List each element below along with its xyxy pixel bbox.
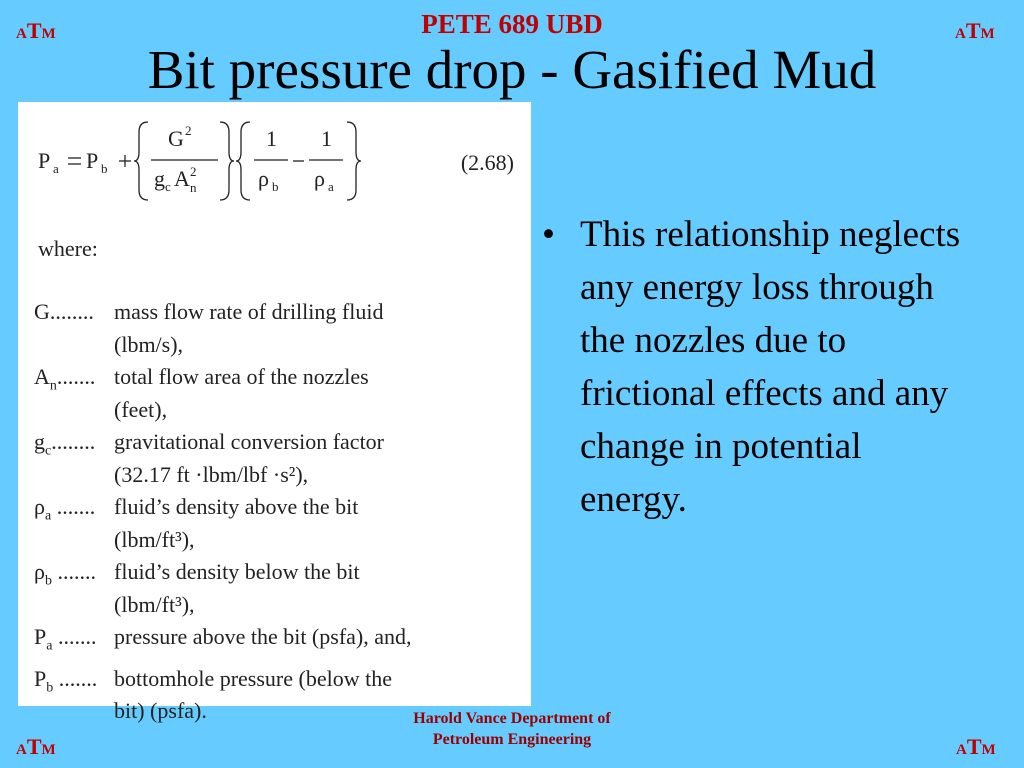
- symbol-subscript: b: [44, 573, 52, 589]
- logo-letter: M: [41, 742, 56, 758]
- definition-item: [34, 491, 524, 556]
- course-code: PETE 689 UBD: [421, 9, 603, 39]
- leader-dots: .......: [53, 665, 98, 691]
- equation-row: [38, 116, 518, 206]
- definition-symbol: [34, 426, 114, 491]
- eq-numerator: G: [168, 126, 184, 151]
- equation-document-panel: [18, 102, 531, 724]
- eq-rho-a: ρ: [314, 166, 325, 191]
- eq-frac-one-1: 1: [266, 126, 277, 151]
- definition-line-2: (lbm/ft³),: [114, 591, 195, 617]
- eq-lhs-sub: a: [53, 161, 59, 176]
- definition-line-2: (lbm/s),: [114, 331, 184, 357]
- logo-letter: T: [26, 734, 42, 759]
- definition-symbol: [34, 296, 114, 361]
- definition-symbol: [34, 361, 114, 426]
- leader-dots: ........: [49, 299, 94, 324]
- leader-dots: .......: [56, 364, 96, 389]
- symbol-subscript: c: [45, 443, 52, 459]
- footer-department: [0, 708, 1024, 750]
- definition-line-1: gravitational conversion factor: [114, 429, 385, 454]
- logo-letter: T: [26, 18, 42, 43]
- definition-item: [34, 361, 524, 426]
- eq-denom-g: g: [154, 166, 165, 191]
- leader-dots: ........: [51, 429, 96, 454]
- eq-rho-b: ρ: [258, 166, 269, 191]
- eq-rhs-first-sub: b: [101, 161, 108, 176]
- definition-line-2: (32.17 ft ·lbm/lbf ·s²),: [114, 461, 309, 487]
- footer-line-1: Harold Vance Department of: [413, 710, 611, 727]
- logo-letter: A: [955, 26, 966, 42]
- left-brace-icon: [236, 122, 250, 200]
- right-brace-icon: [220, 122, 234, 200]
- leader-dots: .......: [52, 624, 97, 649]
- definition-text: [114, 491, 524, 556]
- bullet-list: [530, 208, 970, 526]
- logo-letter: A: [16, 26, 27, 42]
- definition-item: [34, 621, 524, 663]
- definition-line-1: pressure above the bit (psfa), and,: [114, 624, 412, 649]
- definition-text: [114, 361, 524, 426]
- symbol-subscript: b: [46, 680, 54, 696]
- definition-line-1: bottomhole pressure (below the: [114, 665, 392, 691]
- definition-text: [114, 621, 524, 663]
- definition-symbol: [34, 491, 114, 556]
- leader-dots: .......: [51, 559, 96, 584]
- symbol-letter: ρ: [34, 559, 45, 584]
- eq-rho-a-sub: a: [328, 179, 334, 194]
- definition-symbol: [34, 621, 114, 663]
- symbol-subscript: n: [49, 378, 57, 394]
- logo-letter: A: [956, 742, 967, 758]
- logo-letter: A: [16, 742, 27, 758]
- eq-rhs-first: P: [86, 148, 99, 173]
- symbol-subscript: a: [44, 508, 52, 524]
- symbol-letter: g: [34, 429, 45, 454]
- definition-line-1: mass flow rate of drilling fluid: [114, 299, 384, 324]
- eq-denom-a-sup: 2: [190, 164, 197, 179]
- definition-line-1: total flow area of the nozzles: [114, 364, 369, 389]
- logo-letter: M: [41, 26, 56, 42]
- definition-line-1: fluid’s density below the bit: [114, 559, 360, 584]
- definition-symbol: [34, 556, 114, 621]
- footer-line-2: Petroleum Engineering: [432, 731, 592, 748]
- right-brace-icon: [347, 122, 361, 200]
- symbol-letter: G: [34, 299, 50, 324]
- definition-item: [34, 556, 524, 621]
- eq-numerator-sup: 2: [185, 123, 192, 138]
- definition-text: [114, 296, 524, 361]
- symbol-letter: ρ: [34, 494, 45, 519]
- bit-pressure-equation: [38, 116, 378, 206]
- leader-dots: .......: [51, 494, 96, 519]
- logo-letter: T: [965, 18, 981, 43]
- definition-item: [34, 426, 524, 491]
- definition-text: [114, 426, 524, 491]
- eq-denom-a-sub: n: [190, 180, 197, 195]
- symbol-subscript: a: [46, 638, 53, 654]
- eq-frac-one-2: 1: [321, 126, 332, 151]
- slide-title: Bit pressure drop - Gasified Mud: [147, 39, 877, 100]
- symbol-letter: A: [34, 364, 50, 389]
- logo-letter: T: [966, 734, 982, 759]
- definition-line-2: (lbm/ft³),: [114, 526, 195, 552]
- left-brace-icon: [134, 122, 148, 200]
- definition-item: [34, 296, 524, 361]
- definition-text: [114, 556, 524, 621]
- equation-number: (2.68): [460, 150, 514, 175]
- symbol-letter: P: [34, 624, 47, 649]
- eq-rho-b-sub: b: [272, 179, 279, 194]
- where-label: where:: [38, 236, 98, 261]
- logo-letter: M: [980, 26, 995, 42]
- logo-letter: M: [981, 742, 996, 758]
- bullet-item: • This relationship neglects any energy loss through the nozzles due to frictional effects and any change in potential energy.: [580, 208, 970, 526]
- eq-lhs: P: [38, 148, 51, 173]
- definition-line-2: bit) (psfa).: [114, 698, 207, 724]
- eq-denom-a: A: [174, 166, 190, 191]
- eq-denom-g-sub: c: [165, 179, 171, 194]
- definitions-list: [34, 296, 524, 728]
- definition-line-1: fluid’s density above the bit: [114, 494, 359, 519]
- definition-line-2: (feet),: [114, 396, 168, 422]
- symbol-letter: P: [34, 665, 47, 691]
- bullet-list-container: [530, 208, 970, 526]
